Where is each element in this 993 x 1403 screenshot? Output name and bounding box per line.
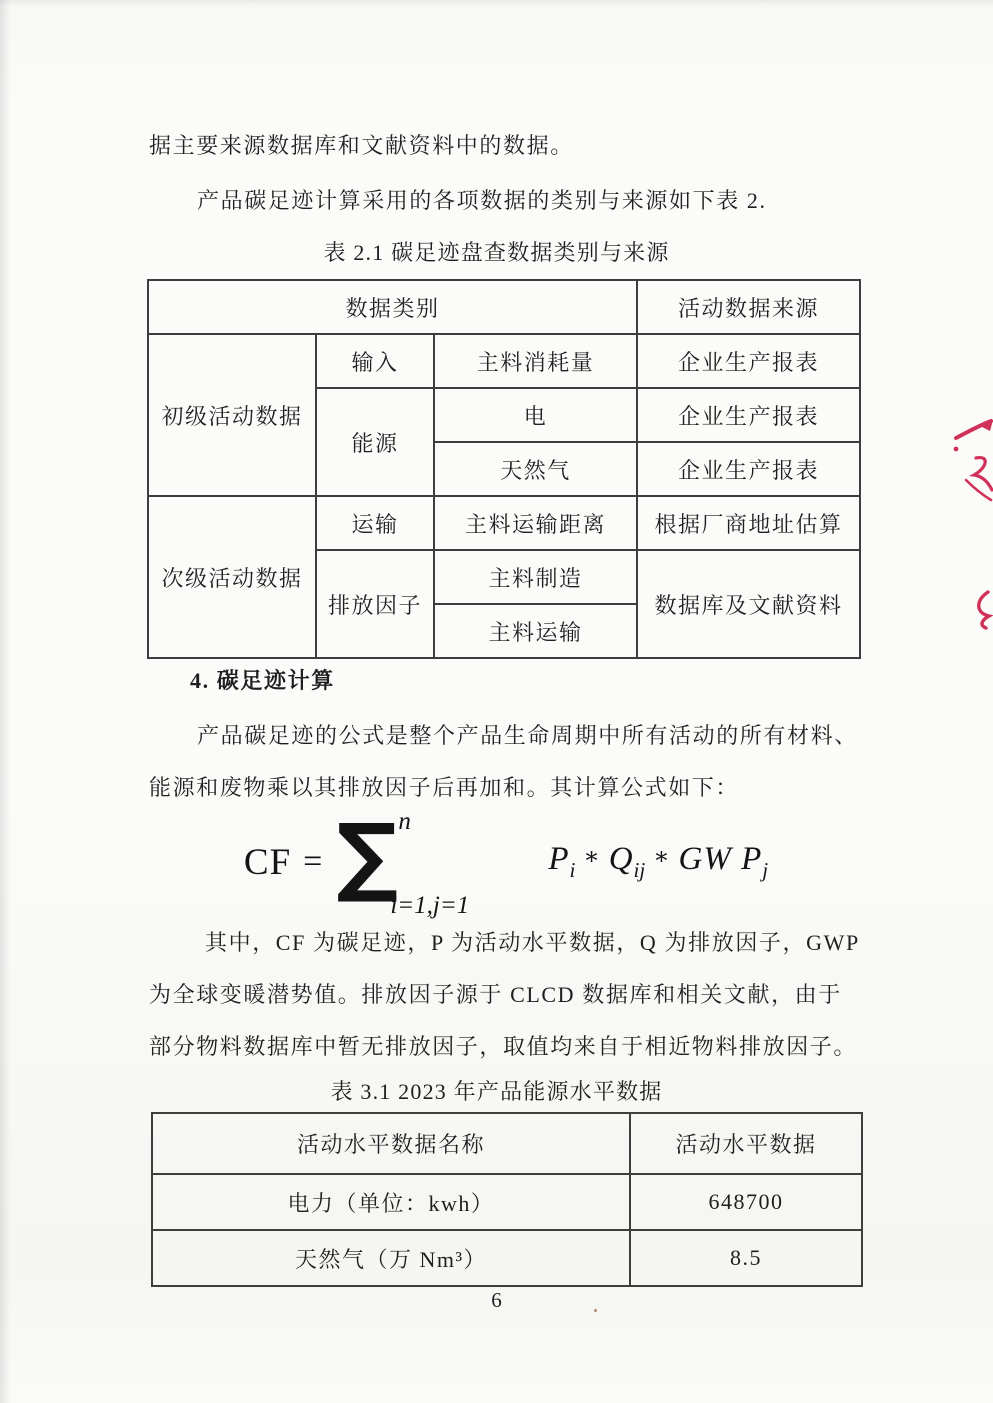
term-p-sub: i bbox=[569, 858, 576, 882]
explain-line-1: 其中，CF 为碳足迹，P 为活动水平数据，Q 为排放因子，GWP bbox=[205, 930, 860, 955]
header-cell-activity-source: 活动数据来源 bbox=[637, 280, 860, 334]
term-q: Q bbox=[608, 841, 634, 877]
term-gwp: GW P bbox=[678, 841, 763, 877]
table-row bbox=[152, 1174, 862, 1230]
cell-enterprise-report: 企业生产报表 bbox=[637, 334, 860, 388]
table21-caption: 表 2.1 碳足迹盘查数据类别与来源 bbox=[323, 240, 670, 265]
section4-para-line-1: 产品碳足迹的公式是整个产品生命周期中所有活动的所有材料、 bbox=[197, 723, 858, 748]
table31-caption: 表 3.1 2023 年产品能源水平数据 bbox=[330, 1079, 663, 1104]
cell-electricity-value: 648700 bbox=[630, 1174, 862, 1230]
cell-main-material-manufacture: 主料制造 bbox=[434, 550, 637, 604]
cell-emission-factor: 排放因子 bbox=[316, 550, 434, 658]
table-row bbox=[148, 334, 860, 388]
cell-secondary-activity-data: 次级活动数据 bbox=[148, 496, 316, 658]
explain-line-3: 部分物料数据库中暂无排放因子，取值均来自于相近物料排放因子。 bbox=[149, 1034, 858, 1059]
red-ink-mark-lower bbox=[971, 588, 993, 630]
table-row bbox=[148, 496, 860, 550]
cell-transport: 运输 bbox=[316, 496, 434, 550]
sigma-upper-limit: n bbox=[398, 808, 411, 835]
term-p: P bbox=[548, 841, 570, 877]
cell-main-material-transport: 主料运输 bbox=[434, 604, 637, 658]
cell-estimated-by-address: 根据厂商地址估算 bbox=[637, 496, 860, 550]
cell-input: 输入 bbox=[316, 334, 434, 388]
carbon-footprint-formula bbox=[150, 806, 862, 918]
cell-electricity-name: 电力（单位：kwh） bbox=[152, 1174, 630, 1230]
cell-enterprise-report: 企业生产报表 bbox=[637, 442, 860, 496]
formula-lhs: CF bbox=[243, 841, 292, 883]
scan-edge-shadow-left bbox=[0, 0, 10, 1403]
sigma-symbol: ∑ bbox=[336, 806, 399, 906]
table-energy-activity-data bbox=[151, 1112, 863, 1287]
cell-natural-gas: 天然气 bbox=[434, 442, 637, 496]
table-row bbox=[148, 280, 860, 334]
cell-primary-activity-data: 初级活动数据 bbox=[148, 334, 316, 496]
red-ink-mark-upper bbox=[950, 418, 993, 514]
header-cell-data-category: 数据类别 bbox=[148, 280, 637, 334]
cell-enterprise-report: 企业生产报表 bbox=[637, 388, 860, 442]
table-row bbox=[152, 1230, 862, 1286]
multiply-operator: ∗ bbox=[583, 844, 601, 870]
multiply-operator: ∗ bbox=[653, 844, 671, 870]
cell-main-material-consumption: 主料消耗量 bbox=[434, 334, 637, 388]
table-row bbox=[152, 1113, 862, 1174]
cell-natural-gas-value: 8.5 bbox=[630, 1230, 862, 1286]
scan-speck bbox=[594, 1309, 597, 1312]
cell-database-literature: 数据库及文献资料 bbox=[637, 550, 860, 658]
section4-para-line-2: 能源和废物乘以其排放因子后再加和。其计算公式如下： bbox=[149, 775, 740, 800]
cell-energy: 能源 bbox=[316, 388, 434, 496]
header-cell-activity-name: 活动水平数据名称 bbox=[152, 1113, 630, 1174]
formula-summation bbox=[336, 806, 484, 919]
formula-equals: = bbox=[303, 843, 323, 880]
explain-line-2: 为全球变暖潜势值。排放因子源于 CLCD 数据库和相关文献，由于 bbox=[149, 982, 842, 1007]
intro-line-1: 据主要来源数据库和文献资料中的数据。 bbox=[149, 133, 574, 158]
term-gwp-sub: j bbox=[762, 858, 769, 882]
term-q-sub: ij bbox=[633, 858, 646, 882]
section-heading-4: 4. 碳足迹计算 bbox=[190, 668, 335, 693]
cell-electricity: 电 bbox=[434, 388, 637, 442]
scan-edge-shadow-top bbox=[0, 0, 993, 6]
cell-natural-gas-name: 天然气（万 Nm³） bbox=[152, 1230, 630, 1286]
page-number: 6 bbox=[491, 1288, 502, 1312]
header-cell-activity-value: 活动水平数据 bbox=[630, 1113, 862, 1174]
sigma-lower-limit: i=1,j=1 bbox=[390, 892, 470, 919]
formula-terms bbox=[548, 841, 768, 883]
table-data-categories bbox=[147, 279, 861, 659]
cell-transport-distance: 主料运输距离 bbox=[434, 496, 637, 550]
intro-line-2: 产品碳足迹计算采用的各项数据的类别与来源如下表 2. bbox=[197, 188, 767, 213]
